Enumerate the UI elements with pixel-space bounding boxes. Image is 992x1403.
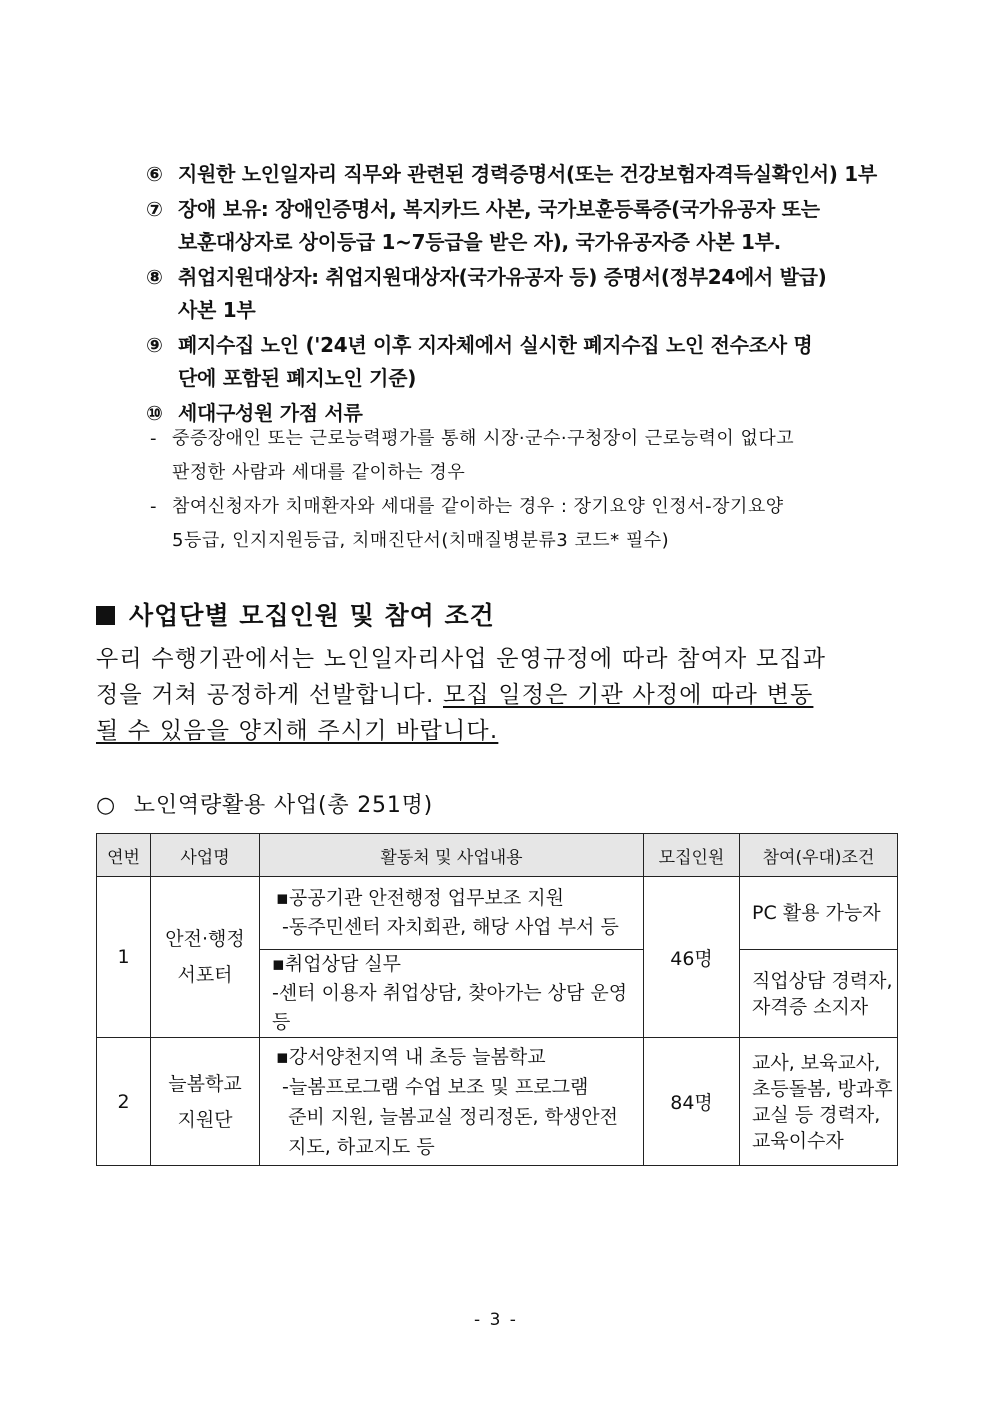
requirements-list [146,158,898,430]
section-paragraph [96,641,898,749]
table-row [97,877,898,950]
note-text-cont: 판정한 사람과 세대를 같이하는 경우 [172,462,466,483]
subsection-title: 노인역량활용 사업(총 251명) [133,793,434,818]
row-activity: ▪강서양천지역 내 초등 늘봄학교 -늘봄프로그램 수업 보조 및 프로그램 준비 지원, 늘봄교실 정리정돈, 학생안전 지도, 하교지도 등 [260,1038,644,1166]
requirement-item-6 [146,158,898,191]
header-activity: 활동처 및 사업내용 [260,834,644,877]
row-count: 84명 [644,1038,740,1166]
item-text: 지원한 노인일자리 직무와 관련된 경력증명서(또는 건강보험자격득실확인서) 1부 [178,162,877,186]
item-text-cont: 단에 포함된 폐지노인 기준) [178,366,417,390]
household-note [150,422,898,490]
header-no: 연번 [97,834,151,877]
section-title: 사업단별 모집인원 및 참여 조건 [129,601,495,630]
row-count: 46명 [644,877,740,1038]
requirement-item-9 [146,329,898,395]
header-name: 사업명 [151,834,260,877]
underlined-notice: 될 수 있음을 양지해 주시기 바랍니다. [96,718,499,744]
household-note [150,490,898,558]
circle-icon: ○ [96,793,116,818]
item-number: ⑩ [146,401,163,425]
dash-marker: - [150,496,157,517]
row-no: 1 [97,877,151,1038]
item-number: ⑧ [146,265,163,289]
header-condition: 참여(우대)조건 [740,834,898,877]
item-text: 폐지수집 노인 ('24년 이후 지자체에서 실시한 폐지수집 노인 전수조사 명 [178,333,813,357]
household-notes [150,422,898,558]
item-number: ⑦ [146,197,163,221]
recruitment-table [96,833,898,1166]
note-text: 참여신청자가 치매환자와 세대를 같이하는 경우 : 장기요양 인정서-장기요양 [172,496,784,517]
para-line: 정을 거쳐 공정하게 선발합니다. 모집 일정은 기관 사정에 따라 변동 [96,682,814,708]
section-heading [96,596,495,632]
para-line: 우리 수행기관에서는 노인일자리사업 운영규정에 따라 참여자 모집과 [96,646,827,672]
note-text: 중증장애인 또는 근로능력평가를 통해 시장·군수·구청장이 근로능력이 없다고 [172,428,795,449]
item-text: 취업지원대상자: 취업지원대상자(국가유공자 등) 증명서(정부24에서 발급) [178,265,827,289]
row-condition: 교사, 보육교사, 초등돌봄, 방과후 교실 등 경력자, 교육이수자 [740,1038,898,1166]
black-square-icon [96,606,115,625]
item-text-cont: 사본 1부 [178,298,256,322]
subsection-heading [96,788,433,819]
requirement-item-8 [146,261,898,327]
row-no: 2 [97,1038,151,1166]
item-number: ⑥ [146,162,163,186]
item-text-cont: 보훈대상자로 상이등급 1~7등급을 받은 자), 국가유공자증 사본 1부. [178,230,781,254]
row-activity: ▪취업상담 실무 -센터 이용자 취업상담, 찾아가는 상담 운영 등 [260,950,644,1038]
row-condition: 직업상담 경력자, 자격증 소지자 [740,950,898,1038]
underlined-notice: 모집 일정은 기관 사정에 따라 변동 [443,682,814,708]
row-name: 안전·행정 서포터 [151,877,260,1038]
requirement-item-7 [146,193,898,259]
item-number: ⑨ [146,333,163,357]
row-activity: ▪공공기관 안전행정 업무보조 지원 -동주민센터 자치회관, 해당 사업 부서 등 [260,877,644,950]
row-name: 늘봄학교 지원단 [151,1038,260,1166]
dash-marker: - [150,428,157,449]
table-header-row [97,834,898,877]
header-count: 모집인원 [644,834,740,877]
note-text-cont: 5등급, 인지지원등급, 치매진단서(치매질병분류3 코드* 필수) [172,530,670,551]
table-row [97,1038,898,1166]
page-number: - 3 - [474,1310,518,1330]
item-text: 세대구성원 가점 서류 [178,401,363,425]
para-line [96,713,898,749]
item-text: 장애 보유: 장애인증명서, 복지카드 사본, 국가보훈등록증(국가유공자 또는 [178,197,820,221]
row-condition: PC 활용 가능자 [740,877,898,950]
